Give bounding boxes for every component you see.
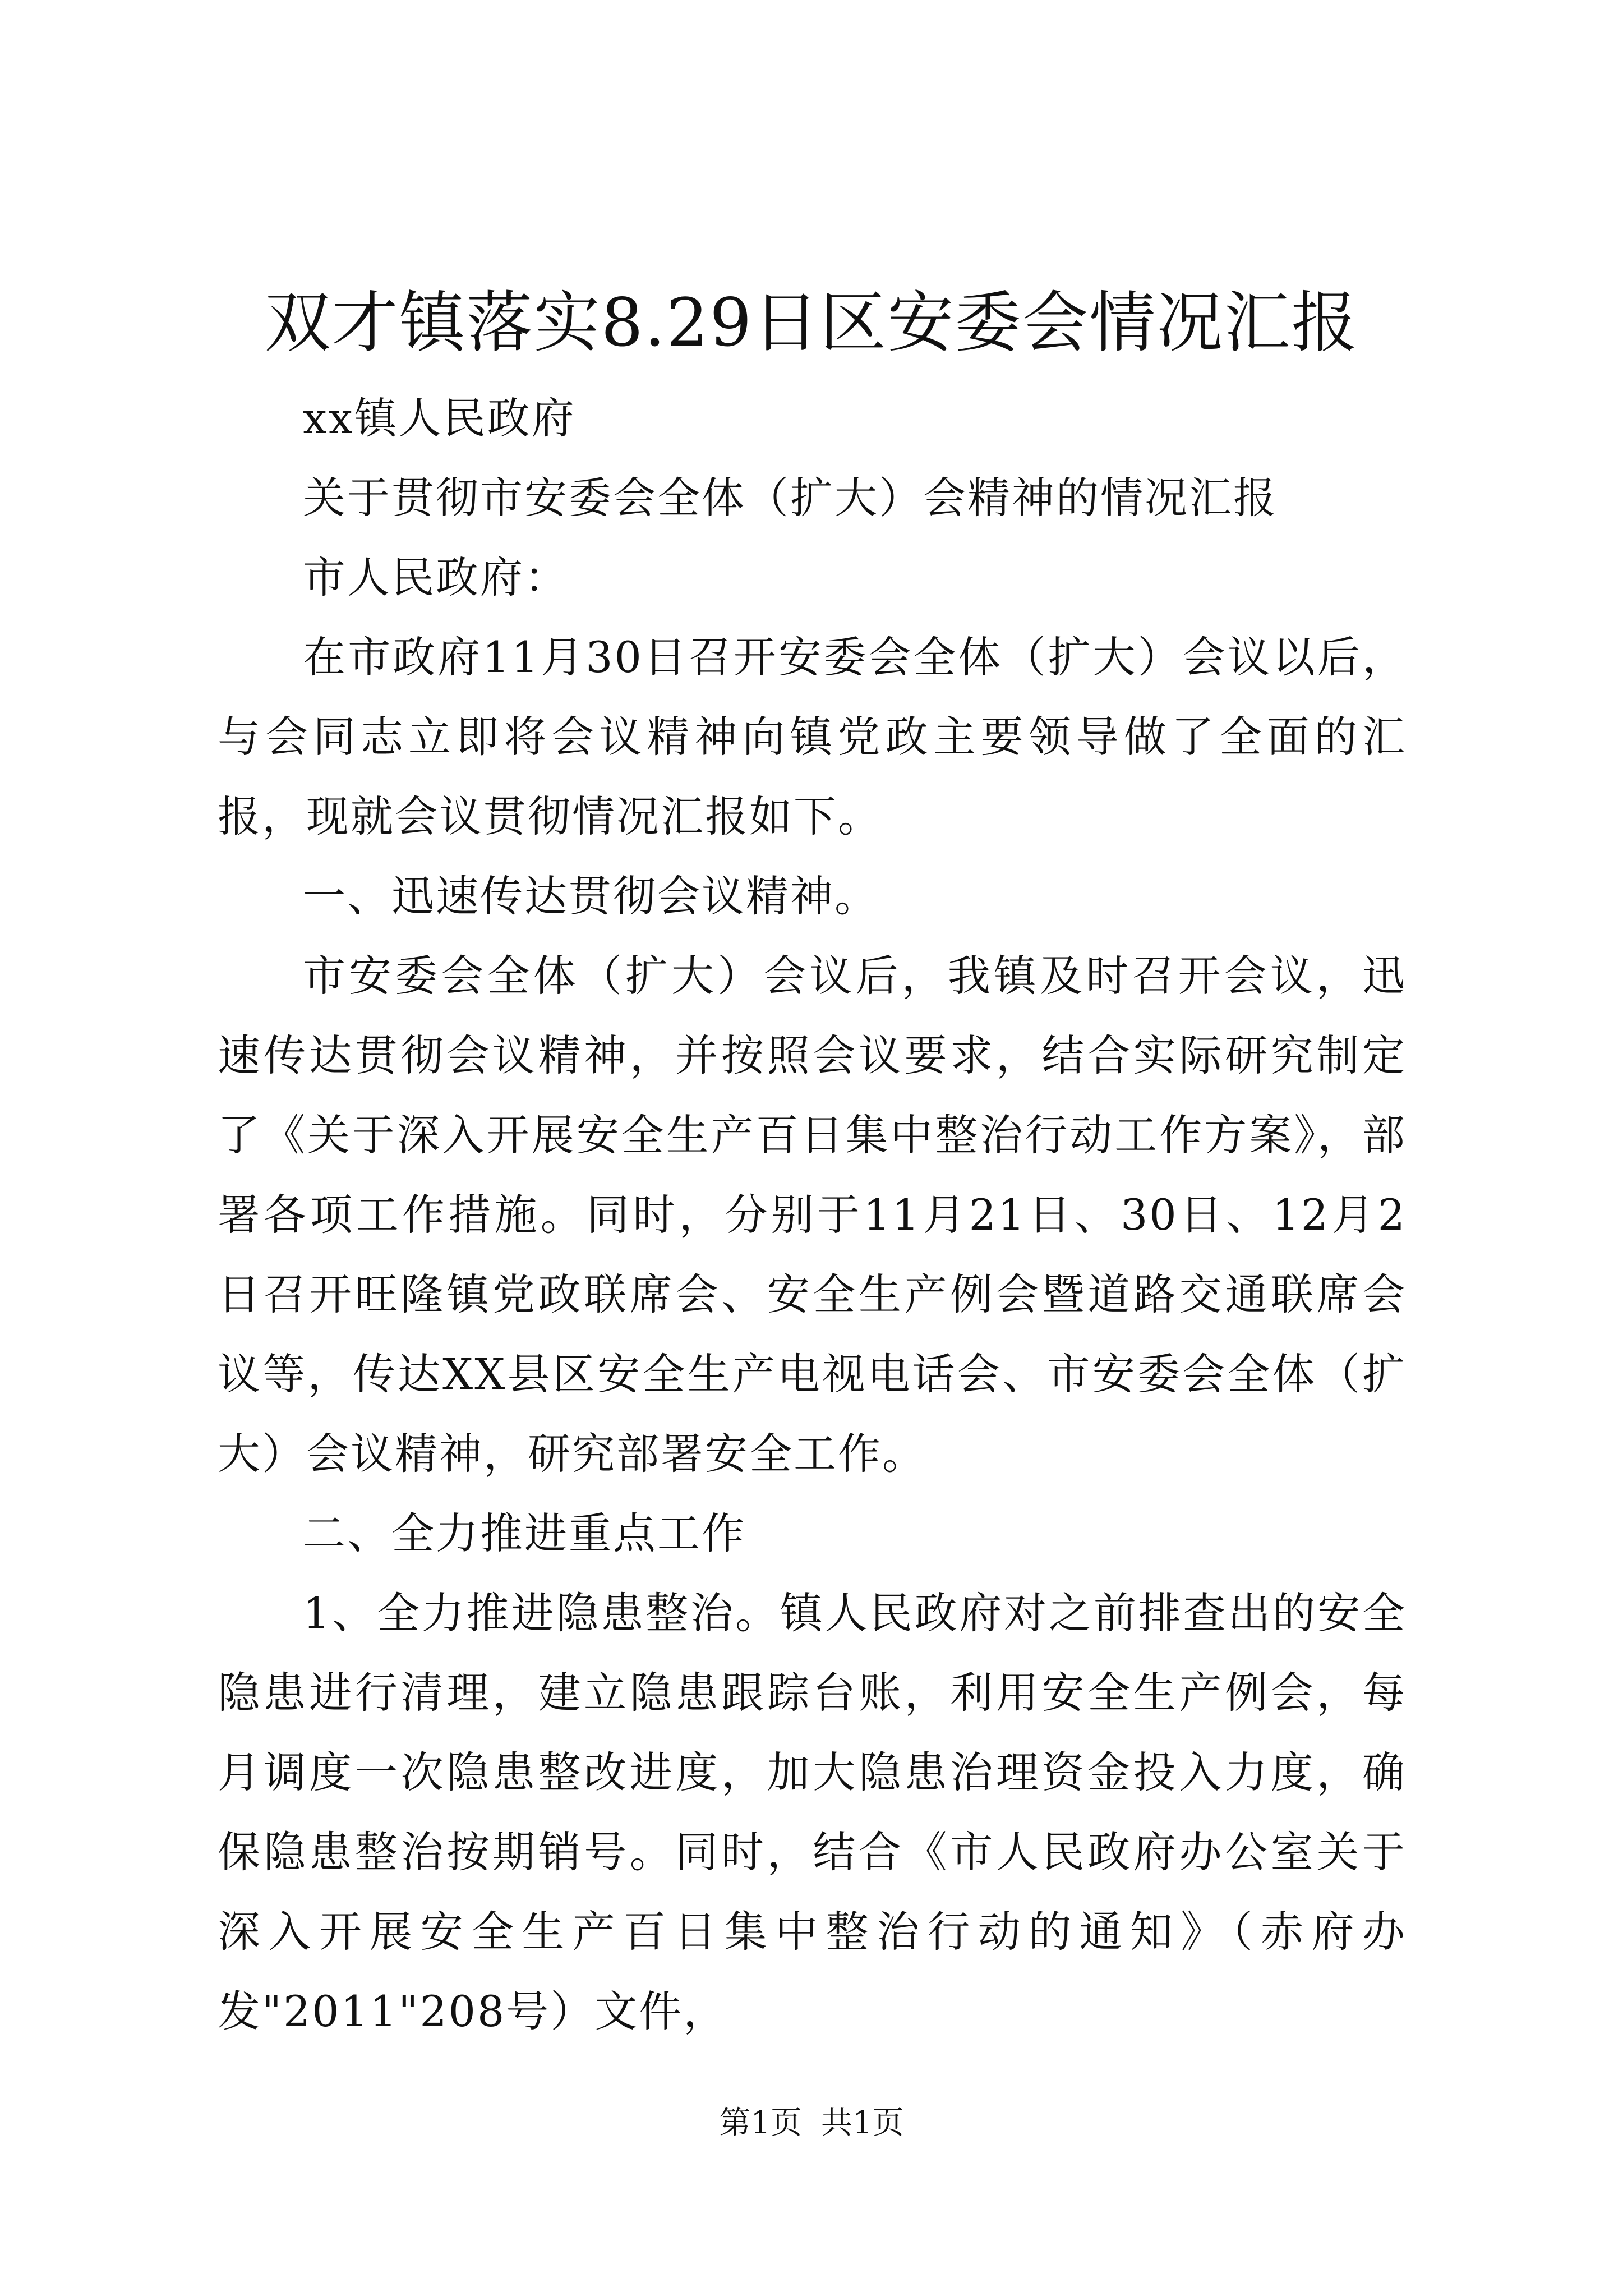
page-total: 共1页 xyxy=(821,2105,904,2141)
document-body xyxy=(218,379,1407,2051)
paragraph-section-1: 市安委会全体（扩大）会议后，我镇及时召开会议，迅速传达贯彻会议精神，并按照会议要求，结合实际研究制定了《关于深入开展安全生产百日集中整治行动工作方案》，部署各项工作措施。同时，分别于11月21日、30日、12月2日召开旺隆镇党政联席会、安全生产例会暨道路交通联席会议等，传达XX县区安全生产电视电话会、市安委会全体（扩大）会议精神，研究部署安全工作。 xyxy=(218,951,1407,1479)
paragraph-subject: 关于贯彻市安委会全体（扩大）会精神的情况汇报 xyxy=(303,473,1278,523)
paragraph-item-1: 1、全力推进隐患整治。镇人民政府对之前排查出的安全隐患进行清理，建立隐患跟踪台账，利用安全生产例会，每月调度一次隐患整改进度，加大隐患治理资金投入力度，确保隐患整治按期销号。同时，结合《市人民政府办公室关于深入开展安全生产百日集中整治行动的通知》（赤府办发"2011"208号）文件， xyxy=(218,1588,1407,2036)
section-heading-1: 一、迅速传达贯彻会议精神。 xyxy=(303,871,879,921)
paragraph-intro: 在市政府11月30日召开安委会全体（扩大）会议以后，与会同志立即将会议精神向镇党政主要领导做了全面的汇报，现就会议贯彻情况汇报如下。 xyxy=(218,632,1407,841)
paragraph-salutation: 市人民政府： xyxy=(303,553,569,602)
paragraph-sender: xx镇人民政府 xyxy=(303,393,576,443)
document-title: 双才镇落实8.29日区安委会情况汇报 xyxy=(264,284,1359,361)
page-number: 第1页 xyxy=(719,2105,802,2141)
page-footer xyxy=(0,2101,1623,2146)
section-heading-2: 二、全力推进重点工作 xyxy=(303,1508,746,1558)
